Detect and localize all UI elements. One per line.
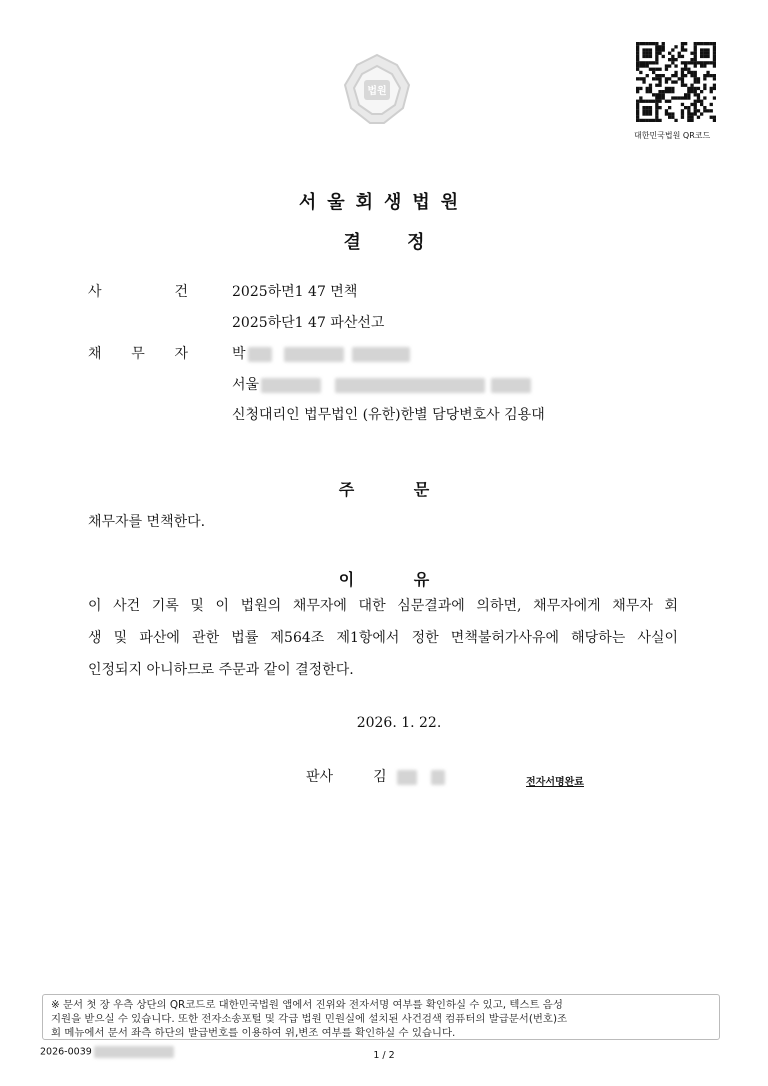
verification-notice	[42, 994, 720, 1040]
court-name: 서울회생법원	[298, 192, 470, 213]
reason-line-3: 인정되지 아니하므로 주문과 같이 결정한다.	[88, 662, 354, 678]
judge-name-prefix: 김	[373, 769, 387, 785]
qr-code[interactable]	[636, 42, 716, 122]
decision-date: 2026. 1. 22.	[356, 715, 442, 731]
order-text: 채무자를 면책한다.	[88, 514, 206, 530]
qr-label-text: 대한민국법원 QR코드	[634, 131, 711, 140]
debtor-name	[232, 343, 410, 363]
reason-text	[88, 590, 678, 686]
case-number-2: 2025하단1 47 파산선고	[232, 315, 385, 331]
qr-code-label	[634, 130, 724, 141]
notice-line-3: 회 메뉴에서 문서 좌측 하단의 발급번호를 이용하여 위,변조 여부를 확인하실 수 있습니다.	[51, 1027, 456, 1039]
document-number-prefix: 2026-0039	[40, 1046, 92, 1058]
notice-line-2: 지원을 받으실 수 있습니다. 또한 전자소송포털 및 각급 법원 민원실에 설치된 사건검색 컴퓨터의 발급문서(번호)조	[51, 1013, 568, 1025]
order-title: 주 문	[338, 480, 430, 499]
reason-line-1: 이 사건 기록 및 이 법원의 채무자에 대한 심문결과에 의하면, 채무자에게 채무자 회	[88, 598, 678, 614]
esign-status: 전자서명완료	[526, 777, 584, 788]
case-label	[88, 281, 188, 301]
debtor-name-prefix: 박	[232, 346, 246, 362]
debtor-agent: 신청대리인 법무법인 (유한)한별 담당변호사 김용대	[232, 407, 545, 423]
redaction-mark	[352, 347, 410, 362]
debtor-label	[88, 343, 188, 363]
debtor-address-prefix: 서울	[232, 377, 260, 393]
redaction-mark	[491, 378, 531, 393]
label-char: 무	[131, 346, 145, 362]
redaction-mark	[284, 347, 344, 362]
redaction-mark	[248, 347, 272, 362]
label-char: 사	[88, 284, 102, 300]
document-title: 결 정	[343, 232, 425, 253]
page-number: 1 / 2	[373, 1050, 395, 1061]
redaction-mark	[431, 770, 445, 785]
notice-line-1: ※ 문서 첫 장 우측 상단의 QR코드로 대한민국법원 앱에서 진위와 전자서명 여부를 확인하실 수 있고, 텍스트 음성	[51, 999, 563, 1011]
label-char: 자	[174, 346, 188, 362]
emblem-label: 법원	[367, 86, 387, 97]
judge-title: 판사	[306, 769, 334, 785]
label-char: 채	[88, 346, 102, 362]
redaction-mark	[261, 378, 321, 393]
reason-title: 이 유	[338, 570, 430, 589]
debtor-address	[232, 374, 531, 394]
reason-line-2: 생 및 파산에 관한 법률 제564조 제1항에서 정한 면책불허가사유에 해당하는 사실이	[88, 630, 678, 646]
label-char: 건	[174, 284, 188, 300]
redaction-mark	[335, 378, 485, 393]
redaction-mark	[397, 770, 417, 785]
case-number-1: 2025하면1 47 면책	[232, 284, 358, 300]
court-emblem	[340, 52, 414, 128]
judge-signature-line	[306, 766, 445, 786]
